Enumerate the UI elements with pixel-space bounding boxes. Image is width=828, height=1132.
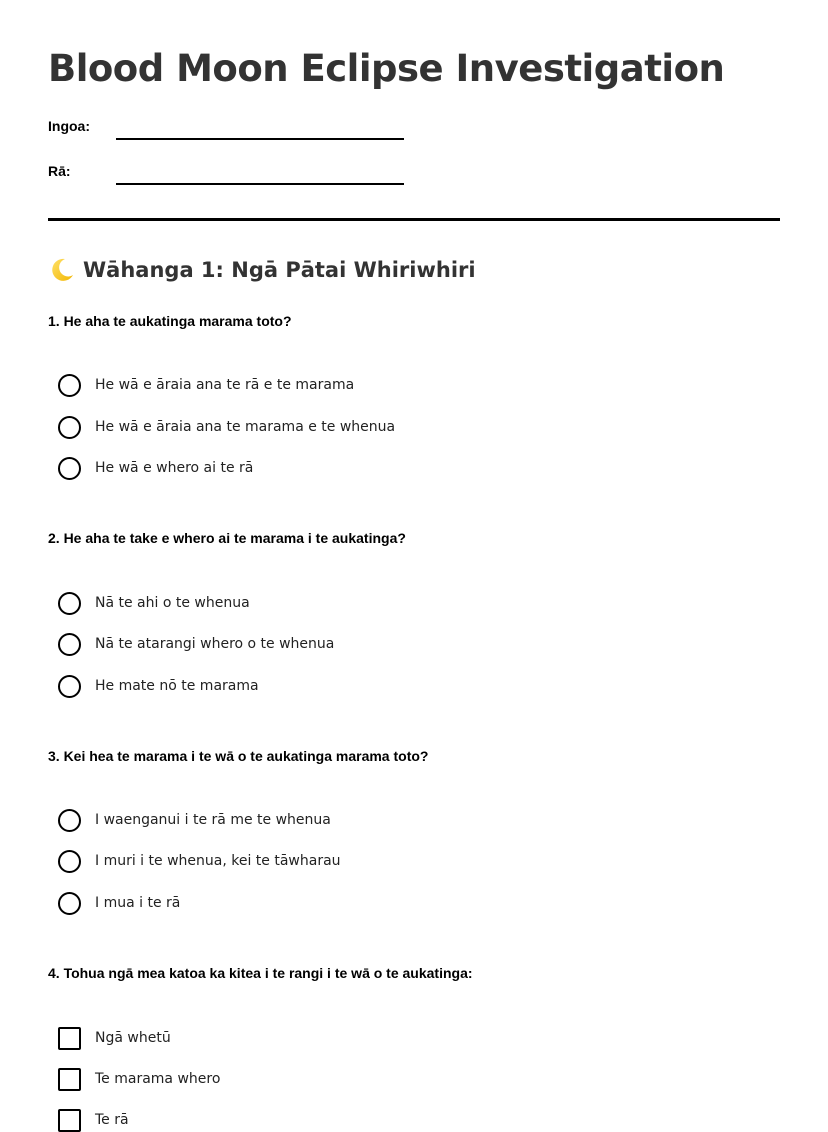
section-heading-text: Wāhanga 1: Ngā Pātai Whiriwhiri [83, 258, 476, 282]
date-field[interactable] [116, 183, 404, 185]
option-label: Ngā whetū [95, 1030, 171, 1046]
date-field-row [48, 163, 408, 187]
page-title: Blood Moon Eclipse Investigation [48, 47, 725, 90]
option-label: He wā e whero ai te rā [95, 460, 254, 476]
question-1: 1. He aha te aukatinga marama toto? [48, 313, 292, 329]
radio-button[interactable] [58, 633, 81, 656]
q1-option-2[interactable] [58, 415, 395, 439]
option-label: He mate nō te marama [95, 678, 259, 694]
option-label: I muri i te whenua, kei te tāwharau [95, 853, 341, 869]
option-label: Te marama whero [95, 1071, 221, 1087]
name-label: Ingoa: [48, 118, 90, 134]
radio-button[interactable] [58, 892, 81, 915]
option-label: He wā e āraia ana te marama e te whenua [95, 419, 396, 435]
q3-option-1[interactable] [58, 808, 331, 832]
q2-option-2[interactable] [58, 632, 334, 656]
date-label: Rā: [48, 163, 71, 179]
radio-button[interactable] [58, 592, 81, 615]
q2-option-1[interactable] [58, 591, 250, 615]
question-2: 2. He aha te take e whero ai te marama i te aukatinga? [48, 530, 406, 546]
q2-option-3[interactable] [58, 674, 259, 698]
checkbox[interactable] [58, 1109, 81, 1132]
name-field[interactable] [116, 138, 404, 140]
q3-option-3[interactable] [58, 891, 180, 915]
option-label: Te rā [95, 1112, 129, 1128]
radio-button[interactable] [58, 416, 81, 439]
radio-button[interactable] [58, 675, 81, 698]
name-field-row [48, 118, 408, 142]
option-label: He wā e āraia ana te rā e te marama [95, 377, 355, 393]
q4-option-1[interactable] [58, 1026, 171, 1050]
checkbox[interactable] [58, 1068, 81, 1091]
q3-option-2[interactable] [58, 849, 341, 873]
option-label: I waenganui i te rā me te whenua [95, 812, 331, 828]
q1-option-3[interactable] [58, 456, 253, 480]
radio-button[interactable] [58, 374, 81, 397]
section-heading [48, 256, 476, 284]
option-label: Nā te ahi o te whenua [95, 595, 250, 611]
question-3: 3. Kei hea te marama i te wā o te aukatinga marama toto? [48, 748, 429, 764]
radio-button[interactable] [58, 809, 81, 832]
option-label: I mua i te rā [95, 895, 181, 911]
q1-option-1[interactable] [58, 373, 354, 397]
option-label: Nā te atarangi whero o te whenua [95, 636, 335, 652]
radio-button[interactable] [58, 850, 81, 873]
q4-option-3[interactable] [58, 1108, 129, 1132]
checkbox[interactable] [58, 1027, 81, 1050]
question-4: 4. Tohua ngā mea katoa ka kitea i te rangi i te wā o te aukatinga: [48, 965, 473, 981]
header-divider [48, 218, 780, 221]
crescent-moon-icon [48, 256, 76, 284]
radio-button[interactable] [58, 457, 81, 480]
q4-option-2[interactable] [58, 1067, 220, 1091]
